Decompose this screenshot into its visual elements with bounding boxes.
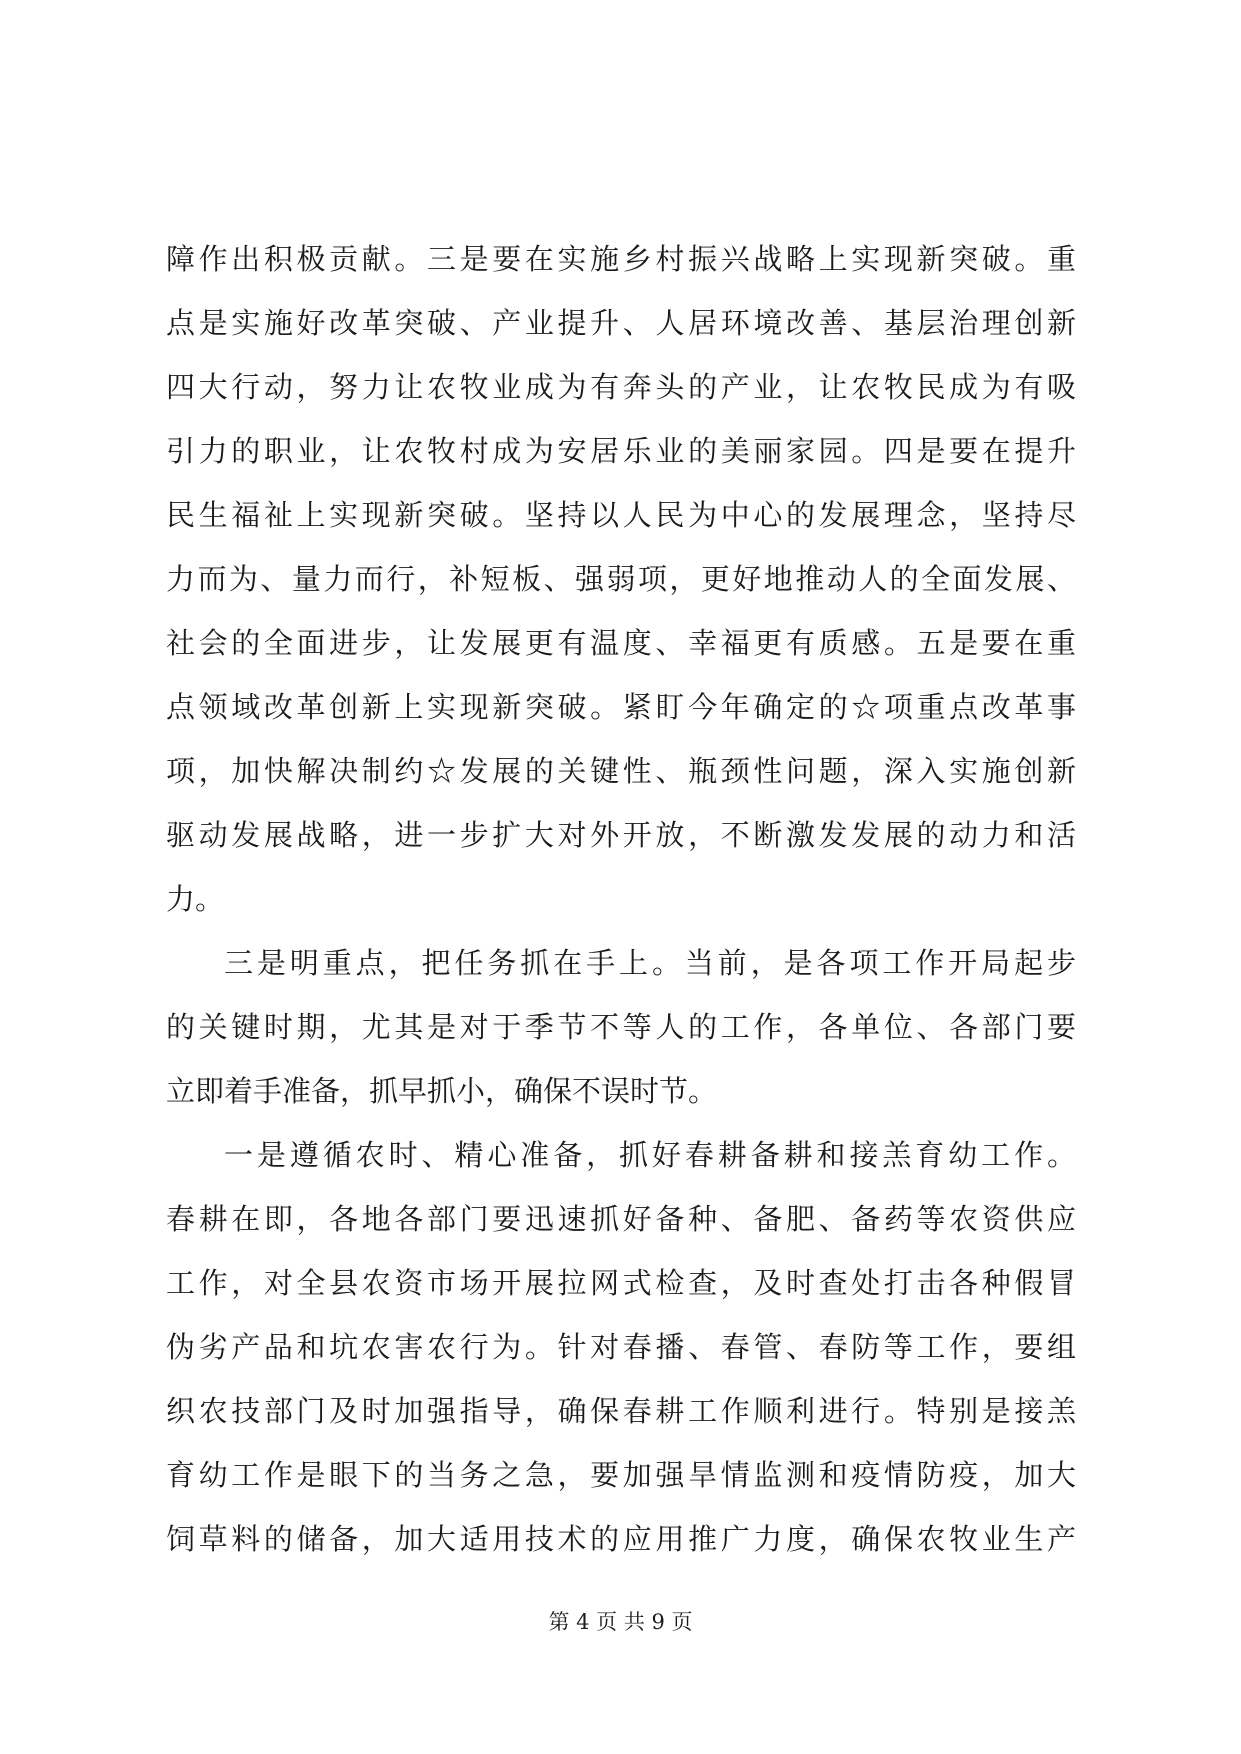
text-line: 织农技部门及时加强指导，确保春耕工作顺利进行。特别是接羔 bbox=[166, 1394, 1076, 1428]
text-line: 四大行动，努力让农牧业成为有奔头的产业，让农牧民成为有吸 bbox=[166, 370, 1076, 404]
document-body bbox=[166, 227, 1076, 1571]
text-line: 力。 bbox=[166, 882, 225, 916]
text-line: 点领域改革创新上实现新突破。紧盯今年确定的☆项重点改革事 bbox=[166, 690, 1076, 724]
text-line: 伪劣产品和坑农害农行为。针对春播、春管、春防等工作，要组 bbox=[166, 1330, 1076, 1364]
text-line: 三是明重点，把任务抓在手上。当前，是各项工作开局起步 bbox=[224, 946, 1076, 980]
text-line: 工作，对全县农资市场开展拉网式检查，及时查处打击各种假冒 bbox=[166, 1266, 1076, 1300]
text-line: 引力的职业，让农牧村成为安居乐业的美丽家园。四是要在提升 bbox=[166, 434, 1076, 468]
text-line: 春耕在即，各地各部门要迅速抓好备种、备肥、备药等农资供应 bbox=[166, 1202, 1076, 1236]
text-line: 的关键时期，尤其是对于季节不等人的工作，各单位、各部门要 bbox=[166, 1010, 1076, 1044]
text-line: 民生福祉上实现新突破。坚持以人民为中心的发展理念，坚持尽 bbox=[166, 498, 1076, 532]
text-line: 饲草料的储备，加大适用技术的应用推广力度，确保农牧业生产 bbox=[166, 1522, 1076, 1556]
page-footer: 第 4 页 共 9 页 bbox=[548, 1610, 693, 1634]
text-line: 社会的全面进步，让发展更有温度、幸福更有质感。五是要在重 bbox=[166, 626, 1076, 660]
text-line: 点是实施好改革突破、产业提升、人居环境改善、基层治理创新 bbox=[166, 306, 1076, 340]
text-line: 一是遵循农时、精心准备，抓好春耕备耕和接羔育幼工作。 bbox=[224, 1138, 1076, 1172]
text-line: 驱动发展战略，进一步扩大对外开放，不断激发发展的动力和活 bbox=[166, 818, 1076, 852]
text-line: 力而为、量力而行，补短板、强弱项，更好地推动人的全面发展、 bbox=[166, 562, 1076, 596]
text-line: 项，加快解决制约☆发展的关键性、瓶颈性问题，深入实施创新 bbox=[166, 754, 1076, 788]
text-line: 育幼工作是眼下的当务之急，要加强旱情监测和疫情防疫，加大 bbox=[166, 1458, 1076, 1492]
text-line: 障作出积极贡献。三是要在实施乡村振兴战略上实现新突破。重 bbox=[166, 242, 1076, 276]
text-line: 立即着手准备，抓早抓小，确保不误时节。 bbox=[166, 1074, 718, 1108]
